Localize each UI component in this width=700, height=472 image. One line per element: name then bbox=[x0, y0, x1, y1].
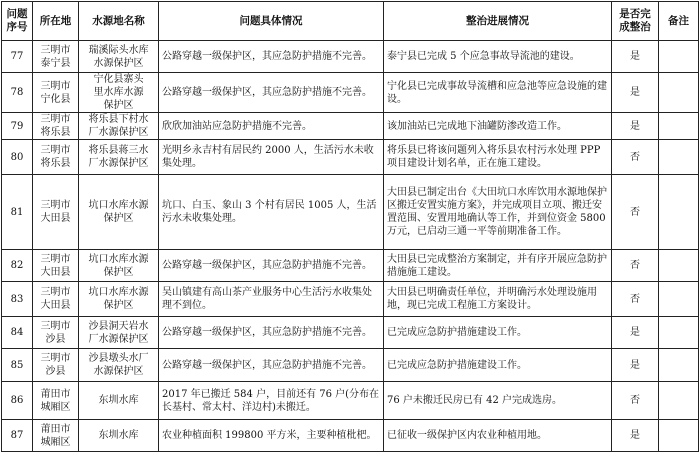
cell-note bbox=[659, 382, 699, 420]
header-source: 水源地名称 bbox=[79, 2, 159, 41]
cell-source: 将乐县下村水 厂水源保护区 bbox=[79, 113, 159, 140]
cell-problem: 吴山镇建有高山茶产业服务中心生活污水收集处理不到位。 bbox=[159, 282, 384, 317]
cell-no: 78 bbox=[2, 73, 33, 113]
cell-note bbox=[659, 420, 699, 452]
cell-note bbox=[659, 73, 699, 113]
header-progress: 整治进展情况 bbox=[384, 2, 612, 41]
cell-source: 瑞溪际头水库 水源保护区 bbox=[79, 41, 159, 73]
table-row bbox=[2, 317, 699, 349]
cell-note bbox=[659, 113, 699, 140]
cell-done: 否 bbox=[612, 382, 659, 420]
cell-problem: 公路穿越一级保护区，其应急防护措施不完善。 bbox=[159, 73, 384, 113]
table-row bbox=[2, 113, 699, 140]
cell-done: 是 bbox=[612, 317, 659, 349]
cell-note bbox=[659, 175, 699, 250]
cell-no: 86 bbox=[2, 382, 33, 420]
cell-progress: 已完成应急防护措施建设工作。 bbox=[384, 349, 612, 382]
cell-no: 83 bbox=[2, 282, 33, 317]
cell-no: 85 bbox=[2, 349, 33, 382]
cell-progress: 泰宁县已完成 5 个应急事故导流池的建设。 bbox=[384, 41, 612, 73]
cell-source: 坑口水库水源 保护区 bbox=[79, 250, 159, 282]
cell-problem: 公路穿越一级保护区，其应急防护措施不完善。 bbox=[159, 317, 384, 349]
cell-no: 82 bbox=[2, 250, 33, 282]
cell-location: 莆田市 城厢区 bbox=[33, 382, 79, 420]
cell-source: 宁化县寨头 里水库水源 保护区 bbox=[79, 73, 159, 113]
header-note: 备注 bbox=[659, 2, 699, 41]
cell-location: 三明市 大田县 bbox=[33, 282, 79, 317]
cell-done: 否 bbox=[612, 175, 659, 250]
cell-no: 79 bbox=[2, 113, 33, 140]
cell-done: 是 bbox=[612, 73, 659, 113]
cell-location: 三明市 沙县 bbox=[33, 317, 79, 349]
cell-source: 坑口水库水源 保护区 bbox=[79, 175, 159, 250]
cell-location: 三明市 泰宁县 bbox=[33, 41, 79, 73]
cell-progress: 已征收一级保护区内农业种植用地。 bbox=[384, 420, 612, 452]
table-row bbox=[2, 250, 699, 282]
cell-note bbox=[659, 250, 699, 282]
header-problem: 问题具体情况 bbox=[159, 2, 384, 41]
cell-source: 沙县洞天岩水 厂水源保护区 bbox=[79, 317, 159, 349]
cell-no: 81 bbox=[2, 175, 33, 250]
table-row bbox=[2, 420, 699, 452]
header-no: 问题 序号 bbox=[2, 2, 33, 41]
cell-problem: 坑口、白玉、象山 3 个村有居民 1005 人，生活污水未收集处理。 bbox=[159, 175, 384, 250]
table-row bbox=[2, 382, 699, 420]
table-row bbox=[2, 282, 699, 317]
table-row bbox=[2, 73, 699, 113]
table-row bbox=[2, 349, 699, 382]
cell-source: 东圳水库 bbox=[79, 420, 159, 452]
cell-location: 三明市 将乐县 bbox=[33, 113, 79, 140]
cell-location: 三明市 大田县 bbox=[33, 175, 79, 250]
cell-progress: 大田县已完成整治方案制定，并有序开展应急防护措施施工建设。 bbox=[384, 250, 612, 282]
rectification-table bbox=[1, 1, 699, 452]
header-done: 是否完 成整治 bbox=[612, 2, 659, 41]
cell-location: 三明市 沙县 bbox=[33, 349, 79, 382]
cell-problem: 公路穿越一级保护区，其应急防护措施不完善。 bbox=[159, 41, 384, 73]
cell-done: 是 bbox=[612, 420, 659, 452]
cell-progress: 76 户未搬迁民房已有 42 户完成选房。 bbox=[384, 382, 612, 420]
table-row bbox=[2, 41, 699, 73]
cell-progress: 该加油站已完成地下油罐防渗改造工作。 bbox=[384, 113, 612, 140]
header-location: 所在地 bbox=[33, 2, 79, 41]
table-row bbox=[2, 175, 699, 250]
cell-problem: 公路穿越一级保护区，其应急防护措施不完善。 bbox=[159, 349, 384, 382]
cell-done: 是 bbox=[612, 349, 659, 382]
cell-progress: 大田县已制定出台《大田坑口水库饮用水源地保护区搬迁安置实施方案》，并完成项目立项、搬迁安置范围、安置用地确认等工作，并到位资金 5800 万元，已启动三通一平等前期准备工作。 bbox=[384, 175, 612, 250]
table-header-row bbox=[2, 2, 699, 41]
cell-no: 77 bbox=[2, 41, 33, 73]
cell-no: 80 bbox=[2, 140, 33, 175]
cell-done: 否 bbox=[612, 250, 659, 282]
cell-location: 三明市 宁化县 bbox=[33, 73, 79, 113]
cell-location: 莆田市 城厢区 bbox=[33, 420, 79, 452]
cell-problem: 农业种植面积 199800 平方米，主要种植枇杷。 bbox=[159, 420, 384, 452]
cell-no: 84 bbox=[2, 317, 33, 349]
cell-no: 87 bbox=[2, 420, 33, 452]
table-row bbox=[2, 140, 699, 175]
cell-progress: 大田县已明确责任单位，并明确污水处理设施用地，现已完成工程施工方案设计。 bbox=[384, 282, 612, 317]
cell-source: 东圳水库 bbox=[79, 382, 159, 420]
cell-note bbox=[659, 140, 699, 175]
cell-source: 将乐县蒋三水 厂水源保护区 bbox=[79, 140, 159, 175]
cell-note bbox=[659, 349, 699, 382]
cell-source: 坑口水库水源 保护区 bbox=[79, 282, 159, 317]
cell-done: 否 bbox=[612, 282, 659, 317]
cell-progress: 宁化县已完成事故导流槽和应急池等应急设施的建设。 bbox=[384, 73, 612, 113]
cell-problem: 2017 年已搬迁 584 户，目前还有 76 户(分布在长基村、常太村、洋边村)未搬迁。 bbox=[159, 382, 384, 420]
cell-note bbox=[659, 282, 699, 317]
cell-problem: 欣欣加油站应急防护措施不完善。 bbox=[159, 113, 384, 140]
cell-problem: 公路穿越一级保护区，其应急防护措施不完善。 bbox=[159, 250, 384, 282]
cell-done: 是 bbox=[612, 41, 659, 73]
cell-done: 否 bbox=[612, 140, 659, 175]
cell-done: 是 bbox=[612, 113, 659, 140]
cell-problem: 光明乡永吉村有居民约 2000 人，生活污水未收集处理。 bbox=[159, 140, 384, 175]
cell-location: 三明市 将乐县 bbox=[33, 140, 79, 175]
cell-location: 三明市 大田县 bbox=[33, 250, 79, 282]
cell-progress: 将乐县已将该问题列入将乐县农村污水处理 PPP 项目建设计划名单，正在施工建设。 bbox=[384, 140, 612, 175]
cell-note bbox=[659, 41, 699, 73]
cell-source: 沙县墩头水厂 水源保护区 bbox=[79, 349, 159, 382]
cell-note bbox=[659, 317, 699, 349]
cell-progress: 已完成应急防护措施建设工作。 bbox=[384, 317, 612, 349]
